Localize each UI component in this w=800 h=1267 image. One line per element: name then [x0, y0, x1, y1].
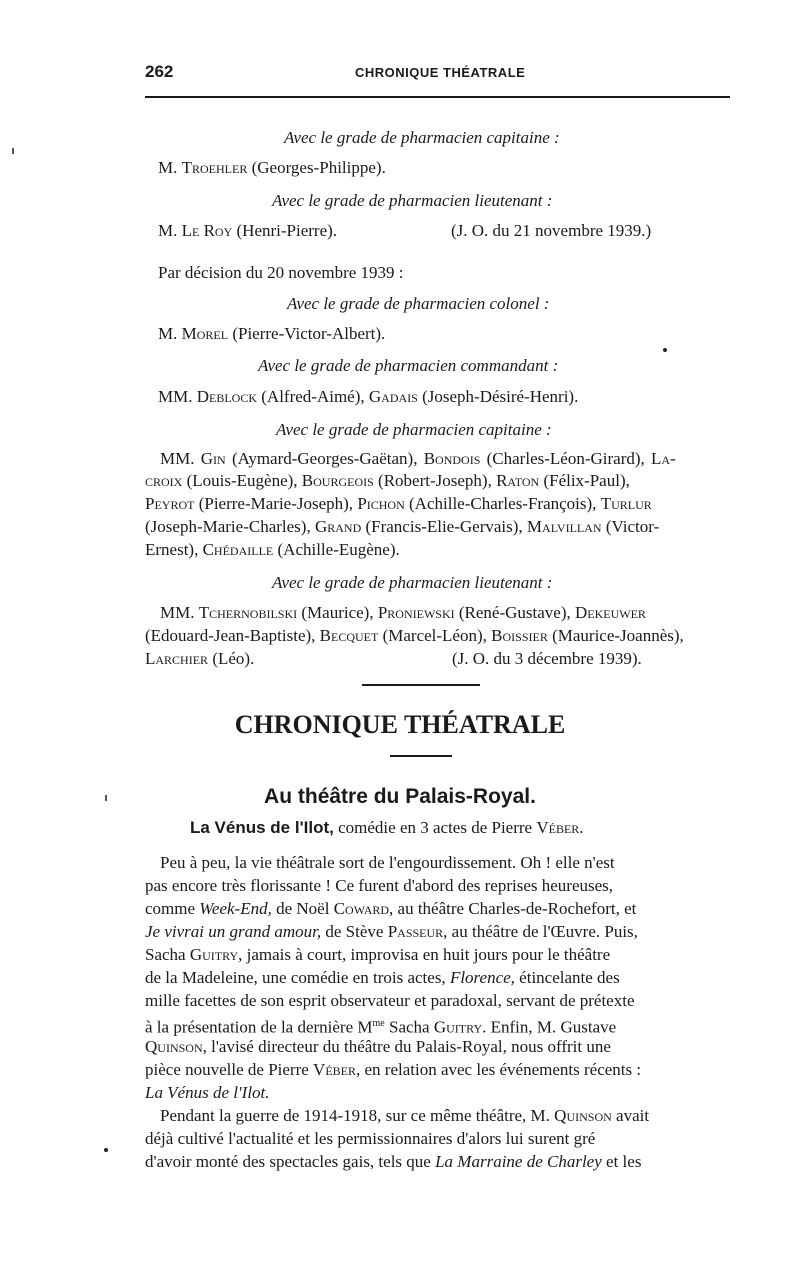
page-header: [145, 62, 730, 86]
title-underline: [390, 755, 452, 757]
article-line: d'avoir monté des spectacles gais, tels que La Marraine de Charley et les: [145, 1152, 642, 1171]
article-line: Pendant la guerre de 1914-1918, sur ce même théâtre, M. Quinson avait: [160, 1106, 650, 1125]
nomination-line: MM. Deblock (Alfred-Aimé), Gadais (Joseph-Désiré-Henri).: [158, 387, 579, 406]
nomination-line: croix (Louis-Eugène), Bourgeois (Robert-Joseph), Raton (Félix-Paul),: [145, 471, 630, 490]
article-line: pas encore très florissante ! Ce furent d'abord des reprises heureuses,: [145, 876, 614, 895]
article-line: déjà cultivé l'actualité et les permissionnaires d'alors lui surent gré: [145, 1129, 596, 1148]
grade-heading: Avec le grade de pharmacien lieutenant :: [272, 191, 553, 210]
nomination-line: M. Le Roy (Henri-Pierre).: [158, 221, 338, 240]
nomination-line: (Joseph-Marie-Charles), Grand (Francis-Elie-Gervais), Malvillan (Victor-: [145, 517, 660, 536]
nomination-line: Ernest), Chédaille (Achille-Eugène).: [145, 540, 400, 559]
nomination-line: M. Troehler (Georges-Philippe).: [158, 158, 386, 177]
article-line: de la Madeleine, une comédie en trois actes, Florence, étincelante des: [145, 968, 620, 987]
nomination-line: MM. Tchernobilski (Maurice), Proniewski (René-Gustave), Dekeuwer: [160, 603, 646, 622]
article-line: La Vénus de l'Ilot.: [145, 1083, 270, 1102]
running-title: CHRONIQUE THÉATRALE: [355, 65, 526, 80]
article-line: Sacha Guitry, jamais à court, improvisa en huit jours pour le théâtre: [145, 945, 611, 964]
grade-heading: Avec le grade de pharmacien colonel :: [287, 294, 550, 313]
grade-heading: Avec le grade de pharmacien lieutenant :: [272, 573, 553, 592]
nomination-line: M. Morel (Pierre-Victor-Albert).: [158, 324, 386, 343]
decision-line: Par décision du 20 novembre 1939 :: [158, 263, 404, 282]
journal-officiel-ref: (J. O. du 3 décembre 1939).: [452, 649, 642, 668]
subsection-title: Au théâtre du Palais-Royal.: [264, 785, 536, 808]
header-rule: [145, 96, 730, 98]
article-line: pièce nouvelle de Pierre Véber, en relation avec les événements récents :: [145, 1060, 642, 1079]
article-line: mille facettes de son esprit observateur et paradoxal, servant de prétexte: [145, 991, 635, 1010]
nomination-line: (Edouard-Jean-Baptiste), Becquet (Marcel-Léon), Boissier (Maurice-Joannès),: [145, 626, 684, 645]
scan-speck: [104, 1148, 108, 1152]
page-number: 262: [145, 62, 174, 81]
grade-heading: Avec le grade de pharmacien commandant :: [258, 356, 559, 375]
article-line: Je vivrai un grand amour, de Stève Passeur, au théâtre de l'Œuvre. Puis,: [145, 922, 638, 941]
section-title: CHRONIQUE THÉATRALE: [234, 710, 566, 739]
nomination-line: Larchier (Léo).: [145, 649, 255, 668]
grade-heading: Avec le grade de pharmacien capitaine :: [276, 420, 552, 439]
grade-heading: Avec le grade de pharmacien capitaine :: [284, 128, 560, 147]
scan-speck: [663, 348, 667, 352]
nomination-line: Peyrot (Pierre-Marie-Joseph), Pichon (Achille-Charles-François), Turlur: [145, 494, 652, 513]
article-line: comme Week-End, de Noël Coward, au théâtre Charles-de-Rochefort, et: [145, 899, 637, 918]
article-line: Quinson, l'avisé directeur du théâtre du Palais-Royal, nous offrit une: [145, 1037, 611, 1056]
scan-mark: [12, 148, 14, 154]
section-divider: [362, 684, 480, 686]
play-line: La Vénus de l'Ilot, comédie en 3 actes de Pierre Véber.: [190, 818, 584, 837]
scan-mark: [105, 795, 107, 801]
nomination-line: MM. Gin (Aymard-Georges-Gaëtan), Bondois (Charles-Léon-Girard), La-: [160, 449, 676, 468]
article-line: à la présentation de la dernière $M^{me}$ Sacha Guitry. Enfin, M. Gustave: [145, 1017, 617, 1037]
article-line: Peu à peu, la vie théâtrale sort de l'engourdissement. Oh ! elle n'est: [160, 853, 615, 872]
journal-officiel-ref: (J. O. du 21 novembre 1939.): [451, 221, 652, 240]
